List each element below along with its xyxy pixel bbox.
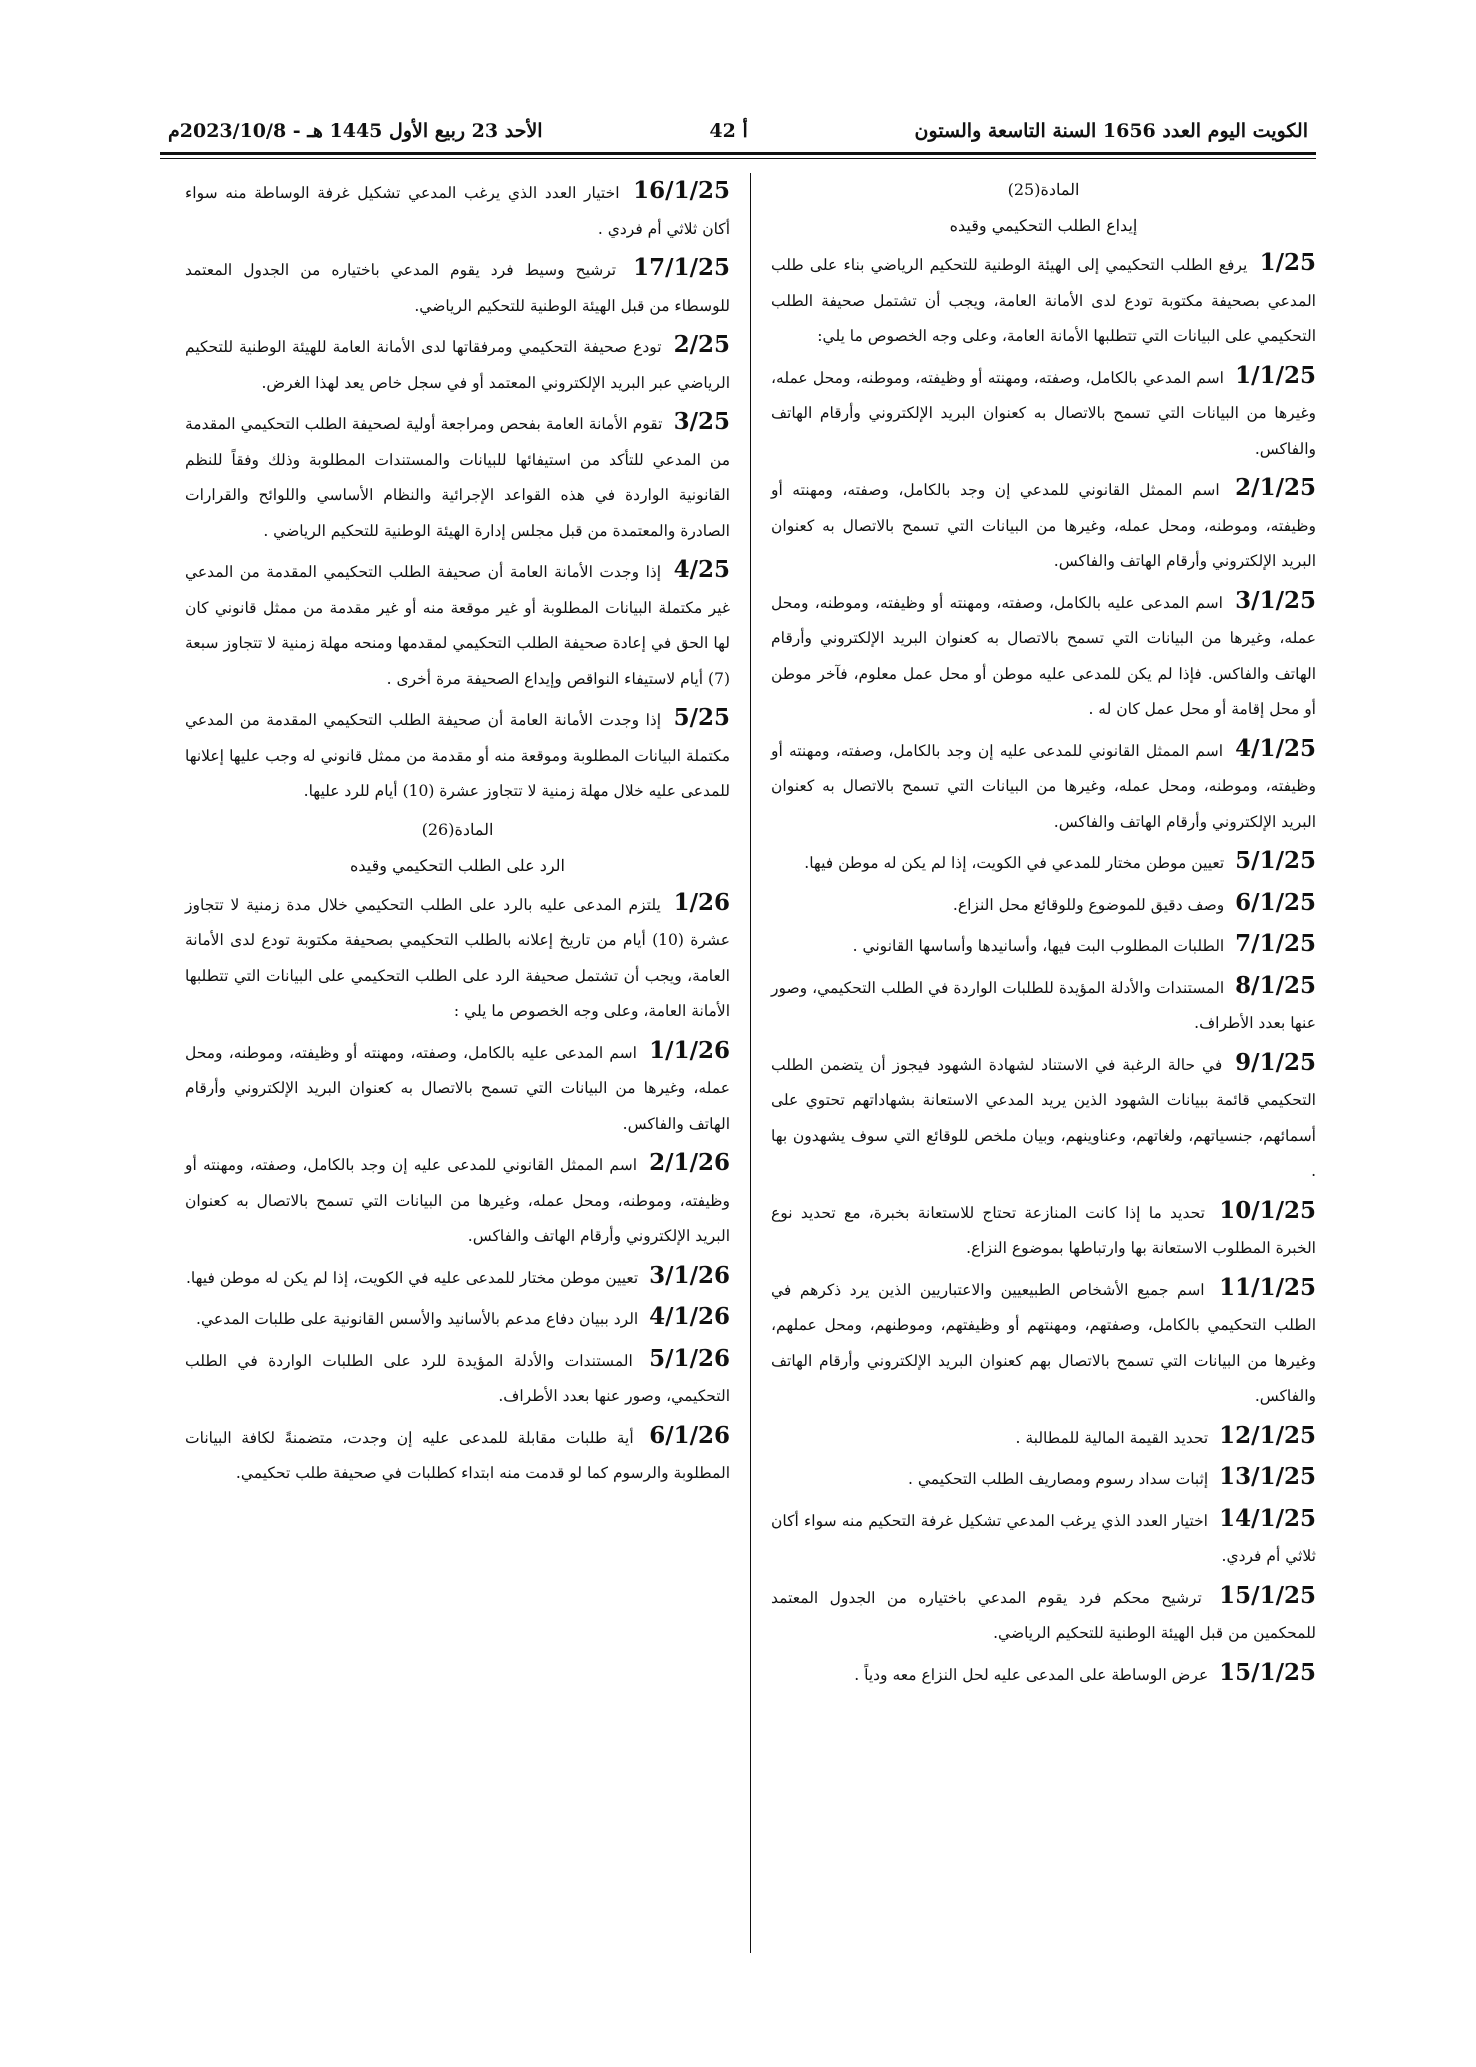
clause-text: اسم المدعى عليه بالكامل، وصفته، ومهنته أو وظيفته، وموطنه، ومحل عمله، وغيرها من البيانات التي تسمح بالاتصال به كعنوان البريد الإلكتروني وأرقام الهاتف والفاكس.	[185, 1043, 730, 1133]
clause-paragraph	[185, 1258, 730, 1297]
clause-number: 7/1/25	[1235, 930, 1316, 957]
clause-paragraph	[185, 250, 730, 324]
clause-paragraph	[771, 245, 1316, 355]
article-25-clauses-continued	[185, 173, 730, 810]
clause-number: 1/1/25	[1235, 361, 1316, 389]
clause-paragraph	[771, 583, 1316, 728]
clause-text: في حالة الرغبة في الاستناد لشهادة الشهود فيجوز أن يتضمن الطلب التحكيمي قائمة ببيانات الشهود الذين يريد المدعي الاستعانة بشهاداتهم تحتوي على أسمائهم، جنسياتهم، ولغاتهم، وعناوينهم، وبيان ملخص للوقائع التي سوف يشهدون بها .	[771, 1055, 1316, 1180]
clause-number: 17/1/25	[633, 254, 730, 281]
clause-text: تعيين موطن مختار للمدعي في الكويت، إذا لم يكن له موطن فيها.	[804, 854, 1225, 872]
clause-text: اسم المدعي بالكامل، وصفته، ومهنته أو وظيفته، وموطنه، ومحل عمله، وغيرها من البيانات التي تسمح بالاتصال به كعنوان البريد الإلكتروني وأرقام الهاتف والفاكس.	[771, 368, 1316, 458]
clause-text: يلتزم المدعى عليه بالرد على الطلب التحكيمي خلال مدة زمنية لا تتجاوز عشرة (10) أيام من تاريخ إعلانه بالطلب التحكيمي بصحيفة مكتوبة تودع لدى الأمانة العامة، ويجب أن تشتمل صحيفة الرد على الطلب التحكيمي على البيانات التي تتطلبها الأمانة العامة، وعلى وجه الخصوص ما يلي :	[185, 895, 730, 1020]
clause-number: 6/1/26	[649, 1421, 731, 1449]
clause-number: 6/1/25	[1235, 888, 1316, 916]
clause-number: 15/1/25	[1219, 1581, 1316, 1609]
clause-number: 9/1/25	[1235, 1048, 1316, 1076]
clause-text: اسم الممثل القانوني للمدعي إن وجد بالكامل، وصفته، ومهنته أو وظيفته، وموطنه، ومحل عمله، وغيرها من البيانات التي تسمح بالاتصال به كعنوان البريد الإلكتروني وأرقام الهاتف والفاكس.	[771, 481, 1316, 570]
clause-number: 15/1/25	[1219, 1658, 1316, 1686]
clause-paragraph	[185, 885, 730, 1030]
clause-text: إثبات سداد رسوم ومصاريف الطلب التحكيمي .	[908, 1470, 1209, 1488]
article-26-title: المادة(26)	[421, 819, 494, 839]
clause-paragraph	[771, 1193, 1316, 1267]
clause-number: 14/1/25	[1219, 1504, 1316, 1532]
clause-paragraph	[771, 843, 1316, 882]
clause-paragraph	[771, 1270, 1316, 1415]
clause-text: يرفع الطلب التحكيمي إلى الهيئة الوطنية للتحكيم الرياضي بناء على طلب المدعي بصحيفة مكتوبة تودع لدى الأمانة العامة، ويجب أن تشتمل صحيفة الطلب التحكيمي على البيانات التي تتطلبها الأمانة العامة، وعلى وجه الخصوص ما يلي:	[771, 256, 1316, 345]
clause-text: عرض الوساطة على المدعى عليه لحل النزاع معه ودياً .	[854, 1665, 1209, 1684]
clause-number: 5/1/26	[649, 1344, 730, 1372]
clause-text: تحديد القيمة المالية للمطالبة .	[1015, 1428, 1209, 1447]
clause-text: اسم الممثل القانوني للمدعى عليه إن وجد بالكامل، وصفته، ومهنته أو وظيفته، وموطنه، ومحل عمله، وغيرها من البيانات التي تسمح بالاتصال به كعنوان البريد الإلكتروني وأرقام الهاتف والفاكس.	[185, 1156, 730, 1245]
clause-number: 12/1/25	[1219, 1421, 1316, 1449]
clause-paragraph	[185, 1341, 730, 1415]
header-issue-info: الكويت اليوم العدد 1656 السنة التاسعة والستون	[914, 120, 1308, 142]
clause-number: 5/25	[673, 704, 730, 731]
column-left	[185, 173, 750, 1953]
clause-number: 4/1/26	[649, 1303, 730, 1330]
clause-paragraph	[771, 731, 1316, 841]
clause-paragraph	[185, 1145, 730, 1255]
clause-text: اختيار العدد الذي يرغب المدعي تشكيل غرفة الوساطة منه سواء أكان ثلاثي أم فردي .	[185, 184, 730, 238]
clause-paragraph	[185, 404, 730, 549]
clause-text: المستندات والأدلة المؤيدة للرد على الطلبات الواردة في الطلب التحكيمي، وصور عنها بعدد الأطراف.	[185, 1351, 730, 1405]
clause-paragraph	[771, 1418, 1316, 1457]
clause-paragraph	[185, 1418, 730, 1492]
clause-paragraph	[771, 885, 1316, 924]
clause-paragraph	[771, 926, 1316, 965]
article-26-subtitle: الرد على الطلب التحكيمي وقيده	[350, 855, 565, 875]
text-columns	[160, 173, 1316, 1953]
clause-text: المستندات والأدلة المؤيدة للطلبات الواردة في الطلب التحكيمي، وصور عنها بعدد الأطراف.	[771, 978, 1316, 1032]
clause-paragraph	[185, 1299, 730, 1338]
clause-number: 10/1/25	[1219, 1196, 1317, 1224]
clause-number: 3/25	[673, 408, 730, 435]
page-header	[160, 118, 1316, 150]
clause-number: 5/1/25	[1235, 847, 1316, 874]
clause-number: 4/1/25	[1235, 734, 1316, 762]
clause-number: 16/1/25	[633, 177, 730, 204]
column-divider	[750, 173, 751, 1953]
clause-number: 2/1/26	[649, 1149, 730, 1176]
clause-text: اسم الممثل القانوني للمدعى عليه إن وجد بالكامل، وصفته، ومهنته أو وظيفته، وموطنه، ومحل عمله، وغيرها من البيانات التي تسمح بالاتصال به كعنوان البريد الإلكتروني وأرقام الهاتف والفاكس.	[771, 741, 1316, 831]
header-rule-thin	[160, 158, 1316, 159]
clause-paragraph	[771, 1045, 1316, 1190]
clause-number: 3/1/26	[649, 1261, 730, 1289]
clause-number: 1/1/26	[649, 1036, 730, 1064]
clause-text: ترشيح محكم فرد يقوم المدعي باختياره من الجدول المعتمد للمحكمين من قبل الهيئة الوطنية للتحكيم الرياضي.	[771, 1588, 1316, 1642]
clause-text: ترشيح وسيط فرد يقوم المدعي باختياره من الجدول المعتمد للوسطاء من قبل الهيئة الوطنية للتحكيم الرياضي.	[185, 261, 730, 315]
clause-text: أية طلبات مقابلة للمدعى عليه إن وجدت، متضمنةً لكافة البيانات المطلوبة والرسوم كما لو قدمت منه ابتداء كطلبات في صحيفة طلب تحكيمي.	[185, 1428, 730, 1482]
clause-paragraph	[771, 358, 1316, 468]
clause-number: 4/25	[673, 556, 730, 583]
clause-text: اسم جميع الأشخاص الطبيعيين والاعتباريين الذين يرد ذكرهم في الطلب التحكيمي بالكامل، وصفتهم، ومهنتهم أو وظيفتهم، وموطنهم، ومحل عملهم، وغيرها من البيانات التي تسمح بالاتصال بهم كعنوان البريد الإلكتروني وأرقام الهاتف والفاكس.	[771, 1280, 1316, 1405]
clause-text: إذا وجدت الأمانة العامة أن صحيفة الطلب التحكيمي المقدمة من المدعي غير مكتملة البيانات المطلوبة أو غير موقعة منه أو غير مقدمة من ممثل قانوني كان لها الحق في إعادة صحيفة الطلب التحكيمي لمقدمها ومنحه مهلة زمنية لا تتجاوز سبعة (7) أيام لاستيفاء النواقص وإيداع الصحيفة مرة أخرى .	[185, 563, 730, 688]
clause-paragraph	[771, 1578, 1316, 1652]
clause-paragraph	[185, 700, 730, 810]
clause-paragraph	[185, 327, 730, 401]
clause-paragraph	[771, 968, 1316, 1042]
clause-number: 1/25	[1259, 249, 1316, 276]
article-25-title: المادة(25)	[1007, 180, 1080, 199]
clause-number: 3/1/25	[1235, 586, 1316, 614]
clause-text: تحديد ما إذا كانت المنازعة تحتاج للاستعانة بخبرة، مع تحديد نوع الخبرة المطلوب الاستعانة بها وارتباطها بموضوع النزاع.	[771, 1203, 1316, 1257]
clause-number: 13/1/25	[1219, 1463, 1316, 1490]
clause-text: تقوم الأمانة العامة بفحص ومراجعة أولية لصحيفة الطلب التحكيمي المقدمة من المدعي للتأكد من استيفائها للبيانات والمستندات المطلوبة وذلك وفقاً للنظم القانونية الواردة في هذه القواعد الإجرائية والنظام الأساسي واللوائح والقرارات الصادرة والمعتمدة من قبل مجلس إدارة الهيئة الوطنية للتحكيم الرياضي .	[185, 415, 730, 540]
article-26-clauses	[185, 885, 730, 1492]
article-25-clauses	[771, 245, 1316, 1693]
clause-number: 8/1/25	[1235, 971, 1316, 999]
header-page-number: أ 42	[709, 120, 748, 142]
clause-number: 1/26	[673, 888, 730, 916]
clause-text: وصف دقيق للموضوع وللوقائع محل النزاع.	[952, 895, 1225, 914]
clause-paragraph	[771, 1459, 1316, 1498]
clause-text: اسم المدعى عليه بالكامل، وصفته، ومهنته أو وظيفته، وموطنه، ومحل عمله، وغيرها من البيانات التي تسمح بالاتصال به كعنوان البريد الإلكتروني وأرقام الهاتف والفاكس. فإذا لم يكن للمدعى عليه موطن أو محل عمل معلوم، فآخر موطن أو محل إقامة أو محل عمل كان له .	[771, 593, 1316, 718]
clause-paragraph	[185, 173, 730, 247]
clause-paragraph	[771, 1501, 1316, 1575]
clause-paragraph	[771, 470, 1316, 580]
clause-text: الرد ببيان دفاع مدعم بالأسانيد والأسس القانونية على طلبات المدعي.	[196, 1310, 639, 1328]
header-date: الأحد 23 ربيع الأول 1445 هـ - 2023/10/8م	[168, 120, 543, 142]
column-right	[751, 173, 1316, 1953]
clause-paragraph	[771, 1655, 1316, 1694]
clause-number: 2/25	[673, 331, 730, 358]
article-25-subtitle: إيداع الطلب التحكيمي وقيده	[949, 216, 1138, 235]
clause-text: إذا وجدت الأمانة العامة أن صحيفة الطلب التحكيمي المقدمة من المدعي مكتملة البيانات المطلوبة وموقعة منه أو مقدمة من ممثل قانوني له وجب عليها إعلانها للمدعى عليه خلال مهلة زمنية لا تتجاوز عشرة (10) أيام للرد عليها.	[185, 711, 730, 800]
clause-text: الطلبات المطلوب البت فيها، وأسانيدها وأساسها القانوني .	[852, 937, 1225, 955]
clause-number: 2/1/25	[1235, 474, 1316, 501]
clause-paragraph	[185, 552, 730, 697]
header-rule-thick	[160, 152, 1316, 155]
clause-text: تعيين موطن مختار للمدعى عليه في الكويت، إذا لم يكن له موطن فيها.	[185, 1268, 639, 1287]
clause-text: اختيار العدد الذي يرغب المدعي تشكيل غرفة التحكيم منه سواء أكان ثلاثي أم فردي.	[771, 1511, 1316, 1565]
clause-paragraph	[185, 1033, 730, 1143]
clause-text: تودع صحيفة التحكيمي ومرفقاتها لدى الأمانة العامة للهيئة الوطنية للتحكيم الرياضي عبر البريد الإلكتروني المعتمد أو في سجل خاص يعد لهذا الغرض.	[185, 338, 730, 392]
clause-number: 11/1/25	[1219, 1273, 1316, 1301]
